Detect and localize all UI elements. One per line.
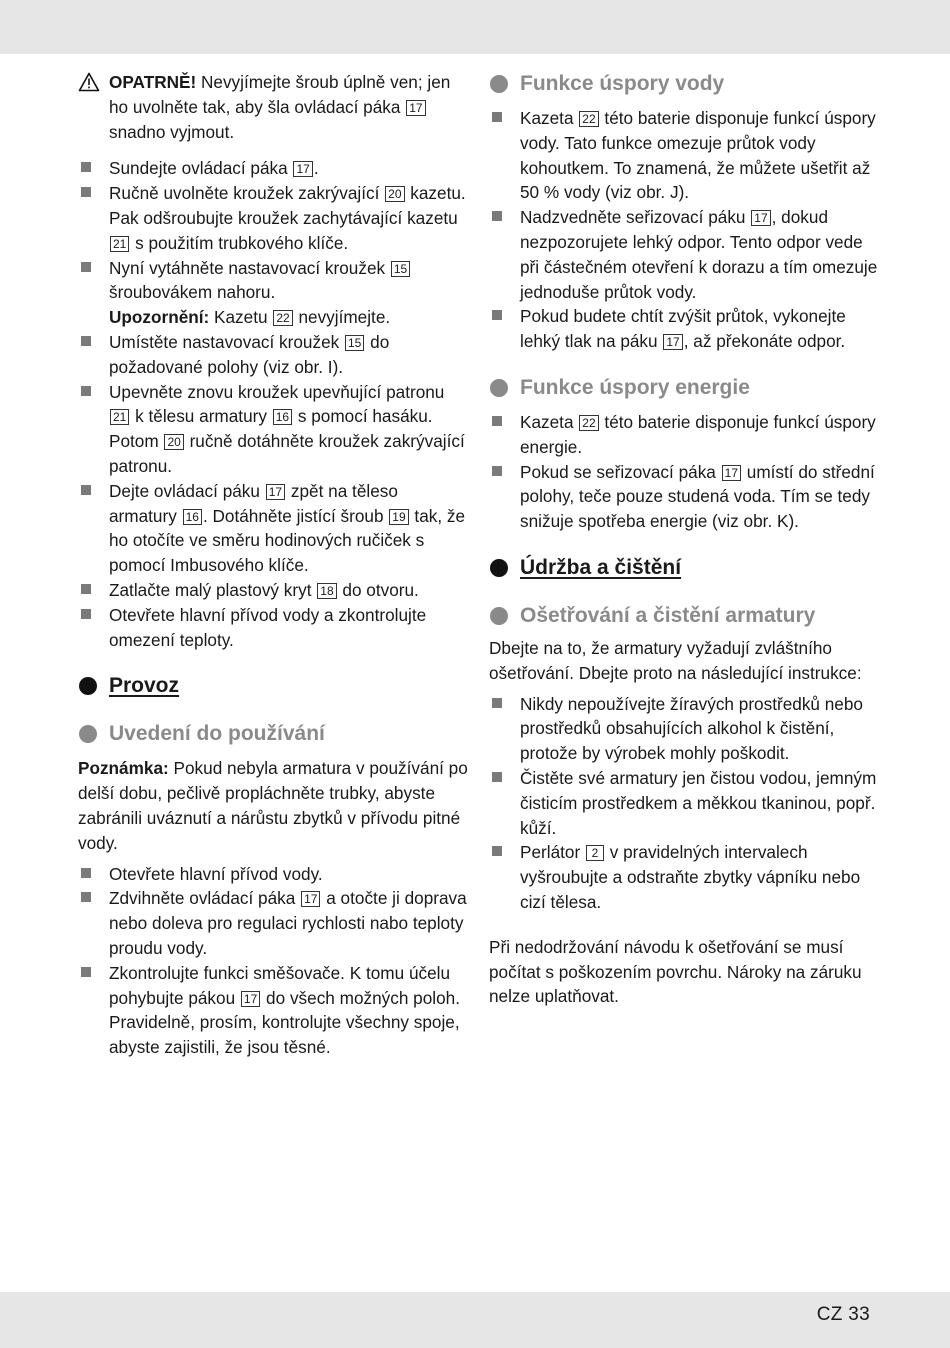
section-heading-provoz: Provoz <box>78 672 468 700</box>
footer-bar <box>0 1292 950 1348</box>
page-number: CZ 33 <box>816 1304 870 1325</box>
bullet-square-icon <box>81 967 91 977</box>
subsection-heading-voda: Funkce úspory vody <box>489 70 879 98</box>
bullet-dot-icon <box>490 379 508 397</box>
bullet-square-icon <box>492 112 502 122</box>
part-ref: 17 <box>663 334 682 350</box>
bullet-square-icon <box>81 187 91 197</box>
bullet-square-icon <box>81 609 91 619</box>
note-label: Poznámka: <box>78 758 169 779</box>
bullet-square-icon <box>81 868 91 878</box>
part-ref: 21 <box>110 236 129 252</box>
bullet-square-icon <box>81 485 91 495</box>
bullet-square-icon <box>492 211 502 221</box>
closing-paragraph: Při nedodržování návodu k ošetřování se musí počítat s poškozením povrchu. Nároky na záruku nelze uplatňovat. <box>489 936 862 1007</box>
list-item: Kazeta 22 této baterie disponuje funkcí úspory energie. <box>489 410 879 460</box>
bullet-square-icon <box>81 584 91 594</box>
bullet-square-icon <box>81 892 91 902</box>
bullet-dot-icon <box>490 559 508 577</box>
bullet-dot-icon <box>79 725 97 743</box>
top-bar <box>0 0 950 54</box>
bullet-square-icon <box>81 262 91 272</box>
list-item: Kazeta 22 této baterie disponuje funkcí úspory vody. Tato funkce omezuje průtok vody kohoutkem. To znamená, že můžete ušetřit až 50 % vody (viz obr. J). <box>489 106 879 205</box>
list-item: Dejte ovládací páku 17 zpět na těleso armatury 16 . Dotáhněte jistící šroub 19 tak, že ho otočíte ve směru hodinových ručiček s pomocí Imbusového klíče. <box>78 479 468 578</box>
bullet-square-icon <box>492 698 502 708</box>
care-intro: Dbejte na to, že armatury vyžadují zvláštního ošetřování. Dbejte proto na následující instrukce: <box>489 637 862 683</box>
list-item: Pokud budete chtít zvýšit průtok, vykonejte lehký tlak na páku 17 , až překonáte odpor. <box>489 304 879 354</box>
list-item: Otevřete hlavní přívod vody a zkontrolujte omezení teploty. <box>78 603 468 653</box>
bullet-dot-icon <box>490 75 508 93</box>
part-ref: 20 <box>164 434 183 450</box>
part-ref: 18 <box>317 583 336 599</box>
part-ref: 20 <box>385 186 404 202</box>
warning-icon <box>78 72 100 92</box>
part-ref: 21 <box>110 409 129 425</box>
part-ref: 17 <box>301 891 320 907</box>
list-item: Umístěte nastavovací kroužek 15 do požadované polohy (viz obr. I). <box>78 330 468 380</box>
part-ref: 15 <box>345 335 364 351</box>
part-ref: 17 <box>266 484 285 500</box>
part-ref: 17 <box>241 991 260 1007</box>
caution-note: OPATRNĚ! Nevyjímejte šroub úplně ven; jen ho uvolněte tak, aby šla ovládací páka 17 snadno vyjmout. <box>78 70 468 144</box>
bullet-square-icon <box>492 846 502 856</box>
part-ref: 17 <box>722 465 741 481</box>
left-column <box>78 70 468 1060</box>
subsection-heading-uvedeni: Uvedení do používání <box>78 720 468 748</box>
bullet-dot-icon <box>490 607 508 625</box>
list-item: Čistěte své armatury jen čistou vodou, jemným čisticím prostředkem a měkkou tkaninou, popř. kůží. <box>489 766 879 840</box>
part-ref: 15 <box>391 261 410 277</box>
bullet-square-icon <box>492 310 502 320</box>
list-item: Perlátor 2 v pravidelných intervalech vyšroubujte a odstraňte zbytky vápníku nebo cizí tělesa. <box>489 840 879 914</box>
note-label: Upozornění: <box>109 307 210 328</box>
part-ref: 22 <box>579 415 598 431</box>
bullet-square-icon <box>492 466 502 476</box>
caution-label: OPATRNĚ! <box>109 72 197 92</box>
bullet-square-icon <box>81 162 91 172</box>
bullet-dot-icon <box>79 677 97 695</box>
bullet-square-icon <box>81 336 91 346</box>
list-item: Nadzvedněte seřizovací páku 17 , dokud nezpozorujete lehký odpor. Tento odpor vede při částečném otevření k dorazu a tím omezuje jednoduše průtok vody. <box>489 205 879 304</box>
part-ref: 16 <box>183 509 202 525</box>
part-ref: 16 <box>273 409 292 425</box>
bullet-square-icon <box>492 772 502 782</box>
list-item: Pokud se seřizovací páka 17 umístí do střední polohy, teče pouze studená voda. Tím se tedy snižuje spotřeba energie (viz obr. K). <box>489 460 879 534</box>
part-ref: 22 <box>273 310 292 326</box>
subsection-heading-osetrovani: Ošetřování a čistění armatury <box>489 602 879 630</box>
list-item: Ručně uvolněte kroužek zakrývající 20 kazetu. Pak odšroubujte kroužek zachytávající kazetu 21 s použitím trubkového klíče. <box>78 181 468 255</box>
part-ref: 2 <box>586 845 604 861</box>
list-item: Otevřete hlavní přívod vody. <box>78 862 468 887</box>
list-item: Nyní vytáhněte nastavovací kroužek 15 šroubovákem nahoru. Upozornění: Kazetu 22 nevyjímejte. <box>78 256 468 330</box>
list-item: Zkontrolujte funkci směšovače. K tomu účelu pohybujte pákou 17 do všech možných poloh. Pravidelně, prosím, kontrolujte všechny spoje, abyste zajistili, že jsou těsné. <box>78 961 468 1060</box>
part-ref: 19 <box>389 509 408 525</box>
part-ref: 17 <box>293 161 312 177</box>
usage-note: Poznámka: Pokud nebyla armatura v používání po delší dobu, pečlivě propláchněte trubky, abyste zabránili uváznutí a nárůstu zbytků v přívodu pitné vody. <box>78 758 468 853</box>
list-item: Zdvihněte ovládací páka 17 a otočte ji doprava nebo doleva pro regulaci rychlosti nabo teploty proudu vody. <box>78 886 468 960</box>
list-item: Nikdy nepoužívejte žíravých prostředků nebo prostředků obsahujících alkohol k čistění, protože by výrobek mohly poškodit. <box>489 692 879 766</box>
part-ref: 17 <box>751 210 770 226</box>
right-column <box>489 70 879 1009</box>
bullet-square-icon <box>492 416 502 426</box>
list-item: Sundejte ovládací páka 17 . <box>78 156 468 181</box>
list-item: Zatlačte malý plastový kryt 18 do otvoru. <box>78 578 468 603</box>
section-heading-udrzba: Údržba a čištění <box>489 554 879 582</box>
part-ref: 17 <box>406 100 425 116</box>
part-ref: 22 <box>579 111 598 127</box>
subsection-heading-energie: Funkce úspory energie <box>489 374 879 402</box>
bullet-square-icon <box>81 386 91 396</box>
list-item: Upevněte znovu kroužek upevňující patronu 21 k tělesu armatury 16 s pomocí hasáku. Potom 20 ručně dotáhněte kroužek zakrývající patronu. <box>78 380 468 479</box>
